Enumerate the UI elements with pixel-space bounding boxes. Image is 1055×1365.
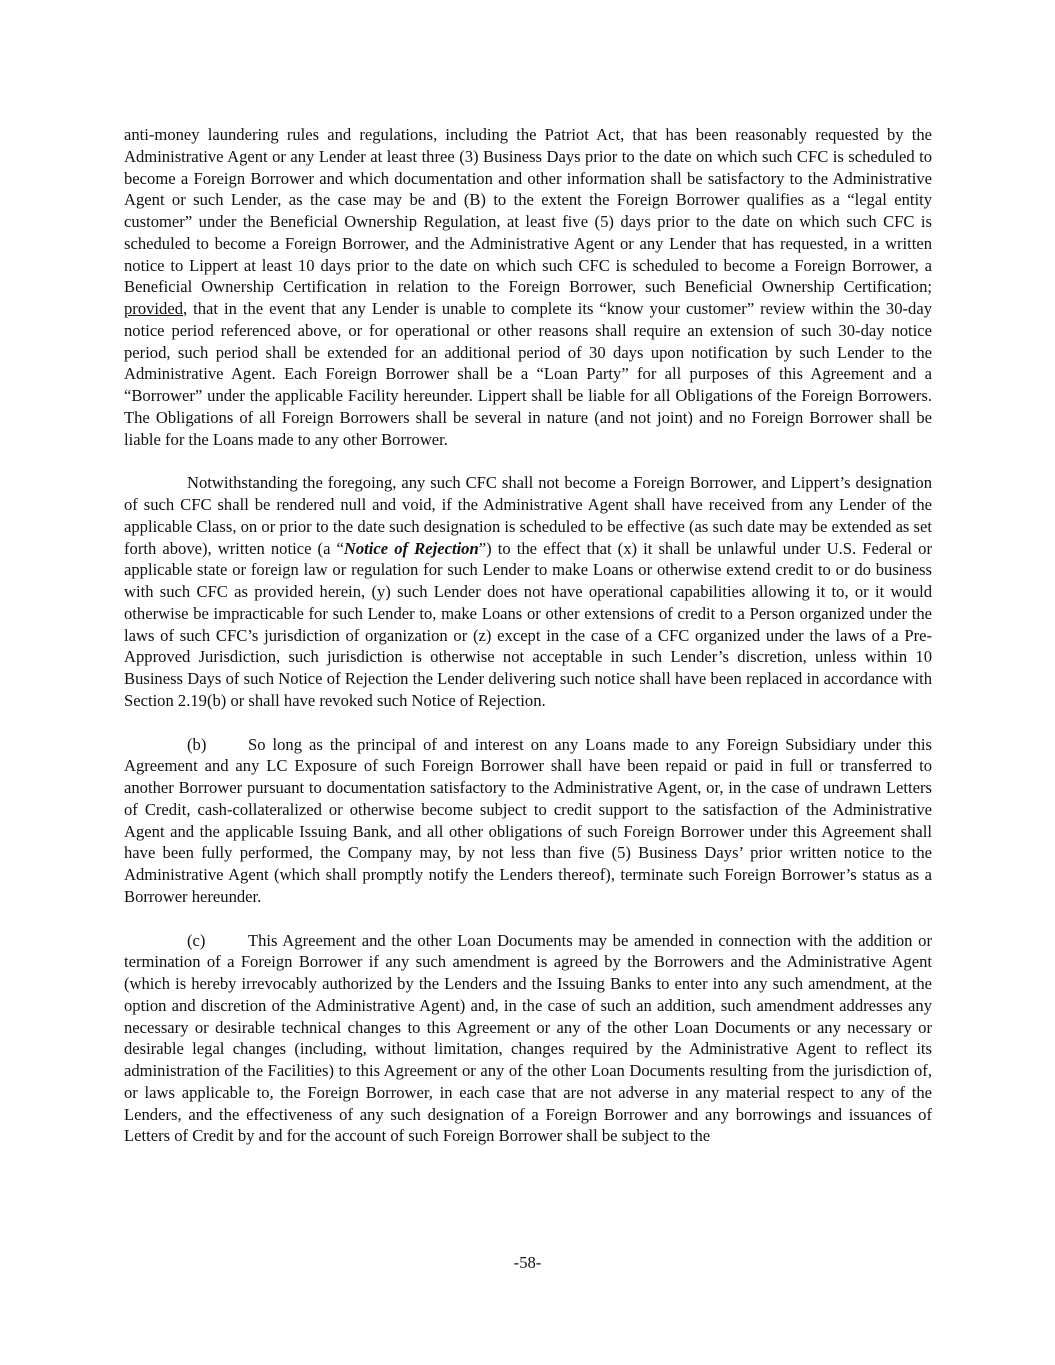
defined-term-notice-of-rejection: Notice of Rejection <box>343 538 479 558</box>
page-number: -58- <box>513 1253 542 1272</box>
provided-term: provided <box>124 299 183 318</box>
paragraph-text: This Agreement and the other Loan Documents may be amended in connection with the addition or termination of a Foreign Borrower if any such amendment is agreed by the Borrowers and the Administrative Agent (which is hereby irrevocably authorized by the Lenders and the Issuing Banks to enter into any such amendment, at the option and discretion of the Administrative Agent) and, in the case of such an addition, such amendment addresses any necessary or desirable technical changes to this Agreement or any of the other Loan Documents or any necessary or desirable legal changes (including, without limitation, changes required by the Administrative Agent to reflect its administration of the Facilities) to this Agreement or any of the other Loan Documents resulting from the jurisdiction of, or laws applicable to, the Foreign Borrower, in each case that are not adverse in any material respect to any of the Lenders, and the effectiveness of any such designation of a Foreign Borrower and any borrowings and issuances of Letters of Credit by and for the account of such Foreign Borrower shall be subject to the <box>124 930 932 1146</box>
paragraph-notice-of-rejection <box>124 472 932 711</box>
paragraph-text: Notwithstanding the foregoing, any such CFC shall not become a Foreign Borrower, and Lippert’s designation of such CFC shall be rendered null and void, if the Administrative Agent shall have received from any Lender of the applicable Class, on or prior to the date such designation is scheduled to be effective (as such date may be extended as set forth above), written notice (a “ <box>124 473 932 558</box>
document-page <box>124 124 932 1147</box>
clause-label-b: (b) <box>187 734 207 754</box>
clause-label-c: (c) <box>187 930 206 950</box>
paragraph-text: , that in the event that any Lender is unable to complete its “know your customer” review within the 30-day notice period referenced above, or for operational or other reasons shall require an extension of such 30-day notice period, such period shall be extended for an additional period of 30 days upon notification by such Lender to the Administrative Agent. Each Foreign Borrower shall be a “Loan Party” for all purposes of this Agreement and a “Borrower” under the applicable Facility hereunder. Lippert shall be liable for all Obligations of the Foreign Borrowers. The Obligations of all Foreign Borrowers shall be several in nature (and not joint) and no Foreign Borrower shall be liable for the Loans made to any other Borrower. <box>124 299 932 449</box>
paragraph-b <box>124 734 932 908</box>
paragraph-text: ”) to the effect that (x) it shall be unlawful under U.S. Federal or applicable state or foreign law or regulation for such Lender to make Loans or otherwise extend credit to or do business with such CFC as provided herein, (y) such Lender does not have operational capabilities allowing it to, or it would otherwise be impracticable for such Lender to, make Loans or other extensions of credit to a Person organized under the laws of such CFC’s jurisdiction of organization or (z) except in the case of a CFC organized under the laws of a Pre-Approved Jurisdiction, such jurisdiction is otherwise not acceptable in such Lender’s discretion, unless within 10 Business Days of such Notice of Rejection the Lender delivering such notice shall have been replaced in accordance with Section 2.19(b) or shall have revoked such Notice of Rejection. <box>124 538 932 710</box>
paragraph-c <box>124 930 932 1148</box>
paragraph-continuation <box>124 124 932 450</box>
paragraph-text: So long as the principal of and interest on any Loans made to any Foreign Subsidiary under this Agreement and any LC Exposure of such Foreign Borrower shall have been repaid or paid in full or transferred to another Borrower pursuant to documentation satisfactory to the Administrative Agent, or, in the case of undrawn Letters of Credit, cash-collateralized or otherwise become subject to credit support to the satisfaction of the Administrative Agent and the applicable Issuing Bank, and all other obligations of such Foreign Borrower under this Agreement shall have been fully performed, the Company may, by not less than five (5) Business Days’ prior written notice to the Administrative Agent (which shall promptly notify the Lenders thereof), terminate such Foreign Borrower’s status as a Borrower hereunder. <box>124 734 932 906</box>
paragraph-text: anti-money laundering rules and regulations, including the Patriot Act, that has been reasonably requested by the Administrative Agent or any Lender at least three (3) Business Days prior to the date on which such CFC is scheduled to become a Foreign Borrower and which documentation and other information shall be satisfactory to the Administrative Agent or such Lender, as the case may be and (B) to the extent the Foreign Borrower qualifies as a “legal entity customer” under the Beneficial Ownership Regulation, at least five (5) days prior to the date on which such CFC is scheduled to become a Foreign Borrower, and the Administrative Agent or any Lender that has requested, in a written notice to Lippert at least 10 days prior to the date on which such CFC is scheduled to become a Foreign Borrower, a Beneficial Ownership Certification in relation to the Foreign Borrower, such Beneficial Ownership Certification; <box>124 125 932 297</box>
